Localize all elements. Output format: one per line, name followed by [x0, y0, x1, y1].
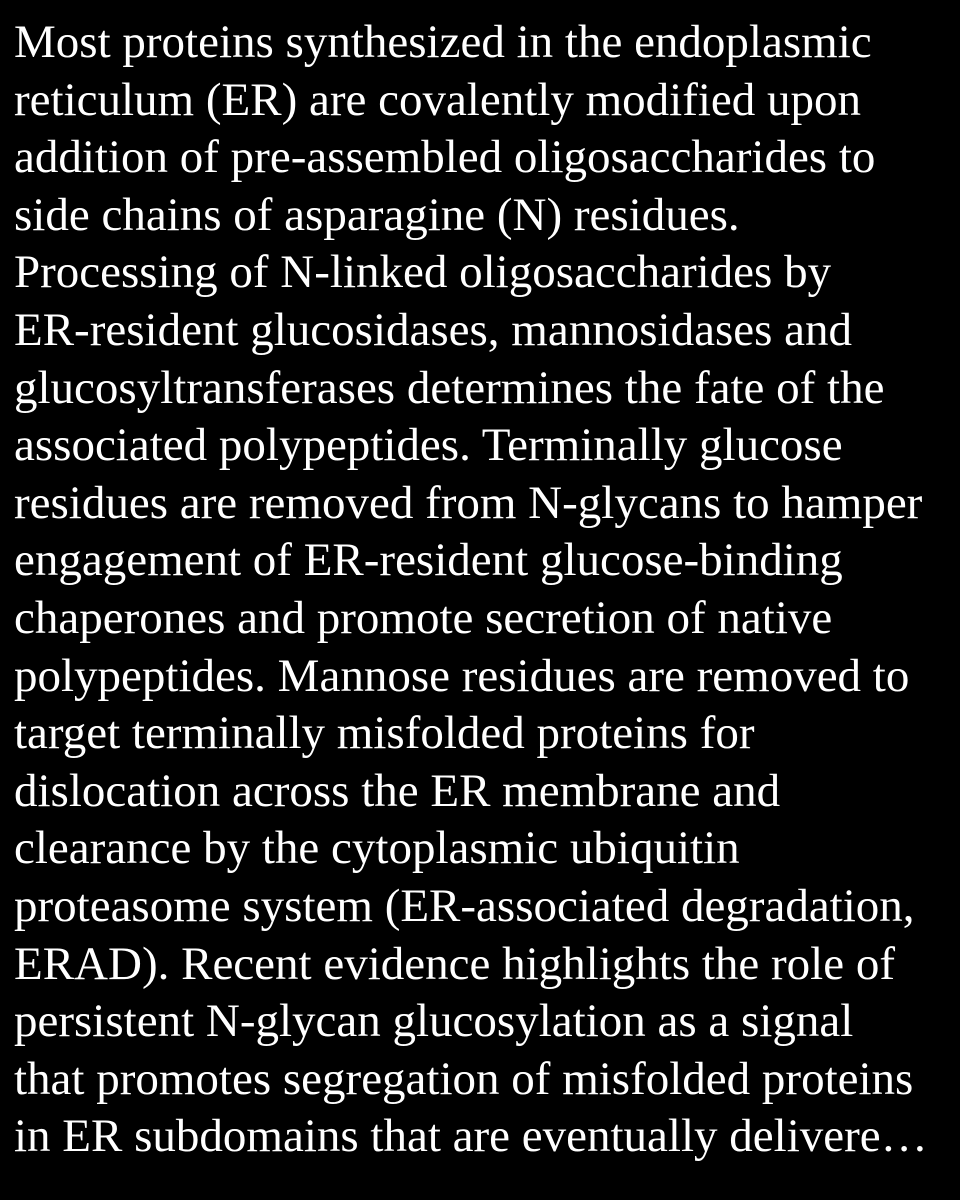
abstract-line: Most proteins synthesized in the endoplasmic — [14, 16, 872, 68]
abstract-line: side chains of asparagine (N) residues. — [14, 188, 740, 241]
abstract-line: dislocation across the ER membrane and — [14, 764, 781, 817]
abstract-line: reticulum (ER) are covalently modified upon — [14, 73, 862, 126]
abstract-line: Processing of N-linked oligosaccharides by — [14, 246, 832, 299]
abstract-line: in ER subdomains that are eventually delivere… — [14, 1110, 928, 1163]
abstract-line: clearance by the cytoplasmic ubiquitin — [14, 822, 740, 875]
abstract-line: glucosyltransferases determines the fate of the — [14, 361, 885, 414]
abstract-line: that promotes segregation of misfolded proteins — [14, 1052, 914, 1105]
abstract-line: associated polypeptides. Terminally glucose — [14, 419, 843, 472]
abstract-line: addition of pre-assembled oligosaccharides to — [14, 131, 876, 184]
abstract-text-block — [14, 14, 954, 1166]
abstract-line: ER-resident glucosidases, mannosidases and — [14, 303, 852, 356]
abstract-line: ERAD). Recent evidence highlights the role of — [14, 937, 895, 990]
abstract-line: proteasome system (ER-associated degradation, — [14, 879, 915, 932]
abstract-line: persistent N-glycan glucosylation as a signal — [14, 995, 854, 1048]
abstract-line: engagement of ER-resident glucose-binding — [14, 534, 843, 587]
abstract-line: residues are removed from N-glycans to hamper — [14, 476, 923, 529]
abstract-line: polypeptides. Mannose residues are removed to — [14, 649, 910, 702]
abstract-line: chaperones and promote secretion of native — [14, 591, 833, 644]
abstract-line: target terminally misfolded proteins for — [14, 707, 755, 760]
